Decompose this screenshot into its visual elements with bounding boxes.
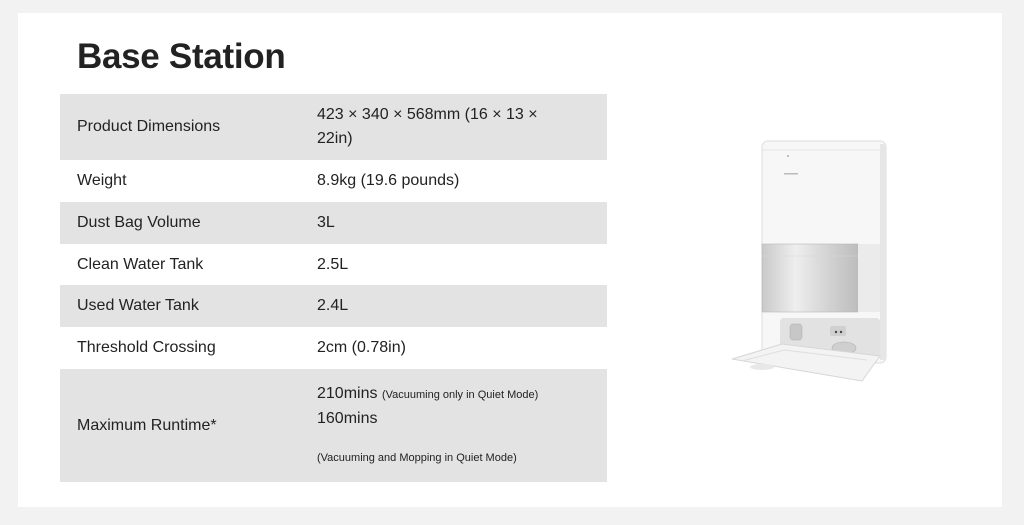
spec-value: 2cm (0.78in)	[317, 339, 406, 356]
spec-label: Dust Bag Volume	[77, 214, 201, 231]
spec-row-dimensions	[60, 94, 607, 160]
spec-row-weight	[60, 160, 607, 202]
page-title: Base Station	[77, 37, 286, 76]
spec-value: 2.4L	[317, 297, 349, 314]
spec-value: 423 × 340 × 568mm (16 × 13 × 22in)	[317, 106, 538, 147]
runtime-note-1: (Vacuuming only in Quiet Mode)	[381, 388, 539, 401]
spec-table	[60, 94, 607, 482]
spec-label: Weight	[77, 172, 127, 189]
spec-card	[18, 13, 1002, 507]
runtime-value-1: 210mins	[317, 384, 378, 402]
spec-value: 8.9kg (19.6 pounds)	[317, 172, 460, 189]
spec-value: 2.5L	[317, 255, 349, 273]
spec-label: Used Water Tank	[77, 297, 199, 314]
spec-label: Product Dimensions	[77, 118, 221, 135]
spec-row-used-water	[60, 285, 607, 327]
runtime-note-2: (Vacuuming and Mopping in Quiet Mode)	[317, 451, 517, 464]
spec-row-threshold	[60, 327, 607, 369]
spec-label: Clean Water Tank	[77, 255, 204, 273]
spec-row-dust-bag	[60, 202, 607, 244]
spec-row-clean-water	[60, 244, 607, 285]
spec-label: Maximum Runtime*	[77, 416, 217, 434]
runtime-value-2: 160mins	[317, 409, 378, 427]
spec-label: Threshold Crossing	[77, 339, 216, 356]
spec-row-runtime	[60, 369, 607, 482]
base-station-image	[712, 136, 912, 386]
spec-value: 3L	[317, 214, 335, 231]
spec-value	[317, 382, 607, 470]
